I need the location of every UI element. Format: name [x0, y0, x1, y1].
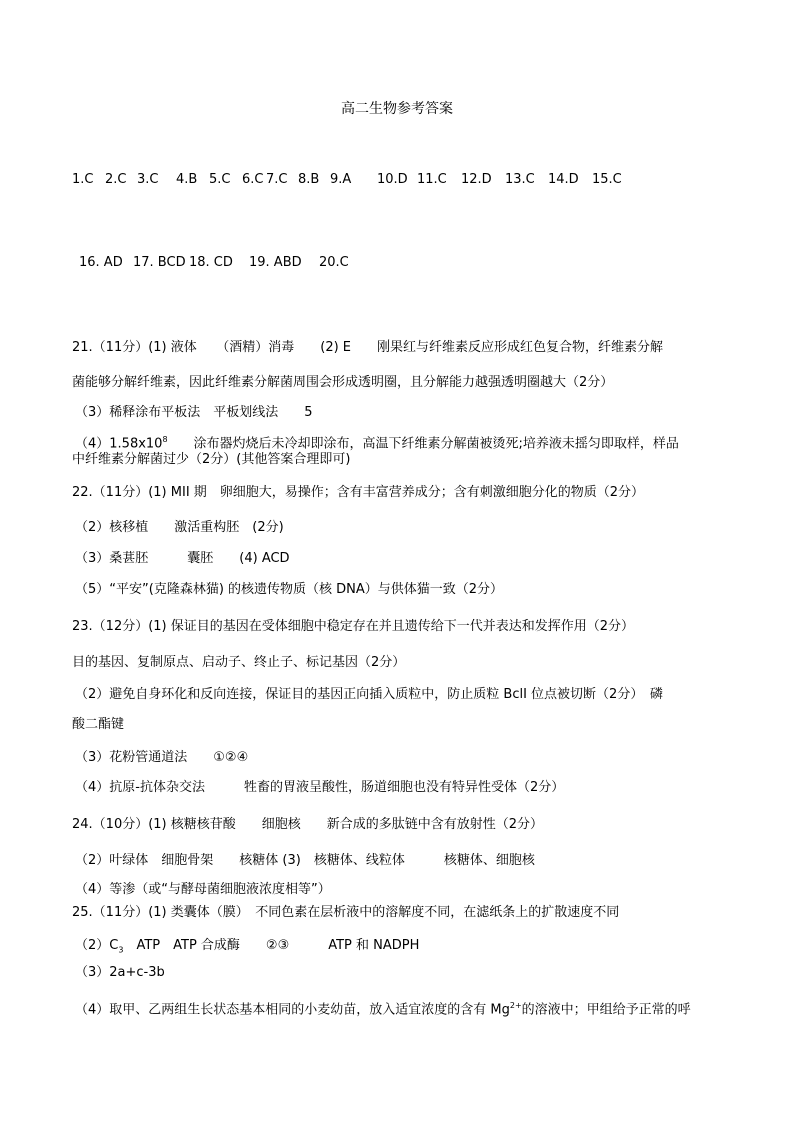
mc-answer: 4.B [176, 172, 198, 187]
q25-line: 25.（11分）(1) 类囊体（膜） 不同色素在层析液中的溶解度不同，在滤纸条上的扩散速度不同 [72, 905, 620, 920]
mc-answer: 1.C [72, 172, 94, 187]
q21-line: 中纤维素分解菌过少（2分）(其他答案合理即可) [72, 452, 351, 467]
q25-line2-pre: （2）C [75, 938, 119, 953]
q22-line: （5）“平安”(克隆森林猫) 的核遗传物质（核 DNA）与供体猫一致（2分） [75, 582, 504, 597]
q25-line2-post: ATP ATP 合成酶 ②③ ATP 和 NADPH [123, 938, 420, 953]
mc-answer: 11.C [417, 172, 447, 187]
mc-answer: 14.D [548, 172, 579, 187]
q23-line: （4）抗原-抗体杂交法 牲畜的胃液呈酸性，肠道细胞也没有特异性受体（2分） [75, 780, 565, 795]
superscript: 2+ [509, 1001, 522, 1010]
mc-answer: 9.A [330, 172, 352, 187]
q25-line4-post: 的溶液中；甲组给予正常的呼 [521, 1002, 691, 1018]
mc-answer: 10.D [377, 172, 408, 187]
q23-line: 23.（12分）(1) 保证目的基因在受体细胞中稳定存在并且遗传给下一代并表达和发挥作用（2分） [72, 619, 635, 634]
q21-line: 21.（11分）(1) 液体 （酒精）消毒 (2) E 刚果红与纤维素反应形成红色复合物，纤维素分解 [72, 340, 664, 355]
mc-answer: 8.B [298, 172, 320, 187]
mc-answer: 20.C [319, 255, 349, 270]
exponent: 8 [162, 435, 168, 444]
q23-line: （2）避免自身环化和反向连接，保证目的基因正向插入质粒中，防止质粒 BclI 位点被切断（2分） 磷 [75, 687, 663, 702]
mc-answer: 3.C [137, 172, 159, 187]
q24-line: （4）等渗（或“与酵母菌细胞液浓度相等”） [75, 882, 331, 897]
page-title: 高二生物参考答案 [341, 101, 453, 117]
q25-line4-pre: （4）取甲、乙两组生长状态基本相同的小麦幼苗，放入适宜浓度的含有 Mg [75, 1002, 510, 1018]
q22-line: 22.（11分）(1) MII 期 卵细胞大，易操作；含有丰富营养成分；含有刺激细胞分化的物质（2分） [72, 485, 645, 500]
q23-line: 目的基因、复制原点、启动子、终止子、标记基因（2分） [72, 655, 406, 670]
q21-line: 菌能够分解纤维素，因此纤维素分解菌周围会形成透明圈，且分解能力越强透明圈越大（2分） [72, 375, 614, 390]
mc-answer: 7.C [266, 172, 288, 187]
mc-answer: 19. ABD [249, 255, 302, 270]
mc-answer: 5.C [209, 172, 231, 187]
subscript: 3 [118, 945, 124, 955]
mc-answer: 12.D [461, 172, 492, 187]
q25-line [75, 998, 754, 1018]
mc-answer: 13.C [505, 172, 535, 187]
q25-line [75, 938, 754, 959]
q21-line [75, 432, 754, 452]
q22-line: （2）核移植 激活重构胚 (2分) [75, 520, 284, 535]
mc-answer: 17. BCD [133, 255, 186, 270]
q23-line: 酸二酯键 [72, 717, 125, 732]
q22-line: （3）桑葚胚 囊胚 (4) ACD [75, 551, 290, 566]
q25-line: （3）2a+c-3b [75, 965, 165, 980]
mc-answer: 18. CD [189, 255, 233, 270]
mc-answer: 2.C [105, 172, 127, 187]
q23-line: （3）花粉管通道法 ①②④ [75, 750, 249, 765]
mc-answer: 15.C [592, 172, 622, 187]
q24-line: （2）叶绿体 细胞骨架 核糖体 (3) 核糖体、线粒体 核糖体、细胞核 [75, 853, 535, 868]
q21-line4-pre: （4）1.58x10 [75, 436, 163, 452]
q21-line: （3）稀释涂布平板法 平板划线法 5 [75, 405, 313, 420]
mc-answer: 6.C [242, 172, 264, 187]
mc-answer: 16. AD [79, 255, 123, 270]
q21-line4-post: 涂布器灼烧后未冷却即涂布，高温下纤维素分解菌被烫死;培养液未摇匀即取样，样品 [167, 436, 679, 452]
q24-line: 24.（10分）(1) 核糖核苷酸 细胞核 新合成的多肽链中含有放射性（2分） [72, 817, 544, 832]
